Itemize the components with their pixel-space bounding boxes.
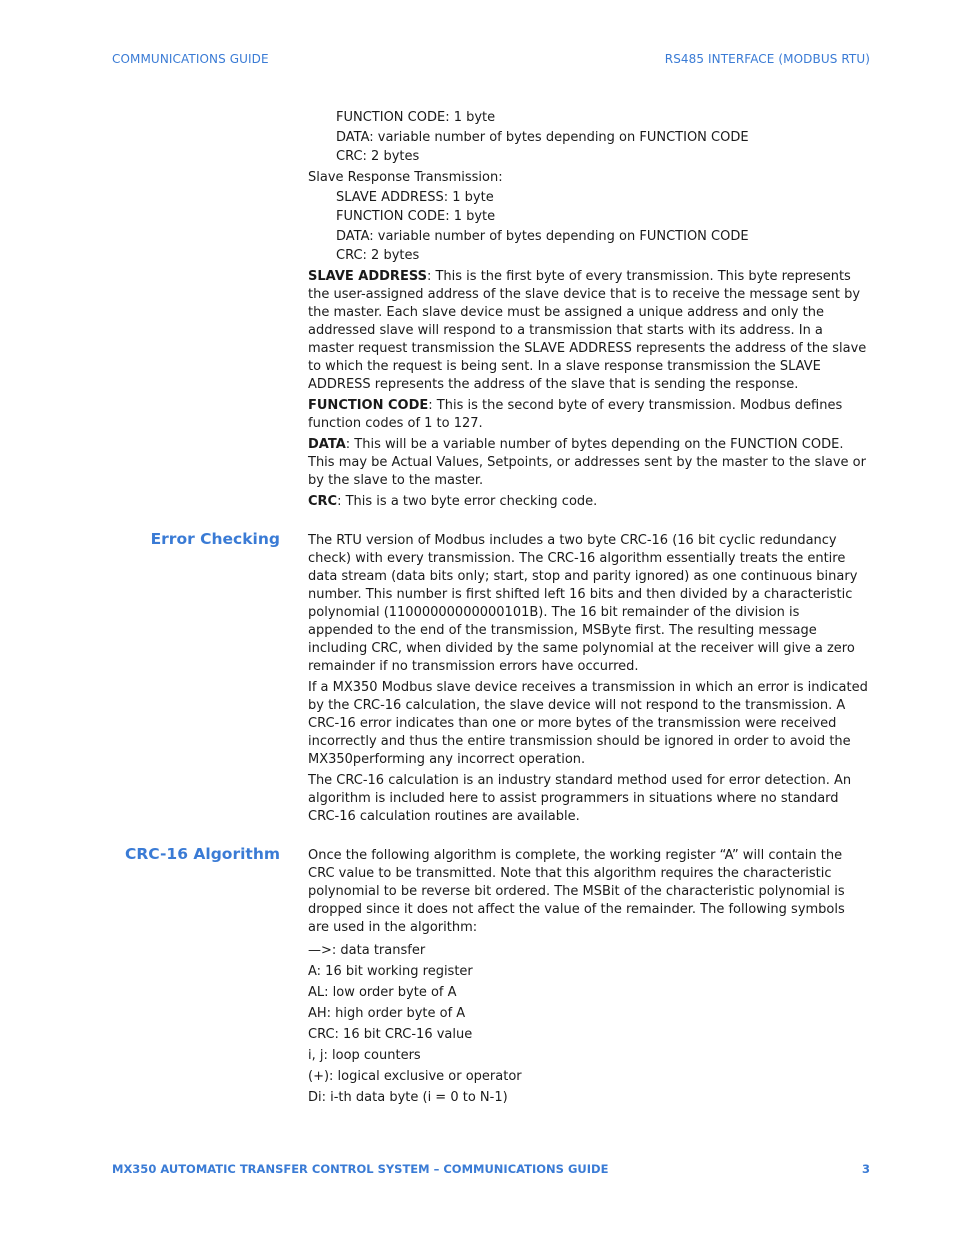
definition-function-code	[308, 397, 868, 433]
definition-text: : This is the second byte of every transmission. Modbus defines function codes of 1 to 127.	[308, 397, 843, 431]
symbol-item: (+): logical exclusive or operator	[308, 1069, 522, 1084]
definition-text: : This is the first byte of every transmission. This byte represents the user-assigned address of the slave device that is to receive the message sent by the master. Each slave device must be assigned a unique address and only the addressed slave will respond to a transmission that starts with its address. In a master request transmission the SLAVE ADDRESS represents the address of the slave to which the request is being sent. In a slave response transmission the SLAVE ADDRESS represents the address of the slave that is sending the response.	[308, 268, 867, 392]
slave-line: FUNCTION CODE: 1 byte	[336, 209, 496, 224]
definition-term: FUNCTION CODE	[308, 397, 429, 413]
running-header-right: RS485 INTERFACE (MODBUS RTU)	[664, 52, 870, 66]
footer-title: MX350 AUTOMATIC TRANSFER CONTROL SYSTEM – COMMUNICATIONS GUIDE	[112, 1162, 609, 1176]
definition-slave-address	[308, 268, 868, 394]
definition-text: : This will be a variable number of bytes depending on the FUNCTION CODE. This may be Actual Values, Setpoints, or addresses sent by the master to the slave or by the slave to the master.	[308, 436, 866, 488]
slave-line: CRC: 2 bytes	[336, 248, 420, 263]
crc-algorithm-section	[308, 847, 868, 1108]
page-number: 3	[861, 1162, 870, 1176]
definition-crc	[308, 493, 868, 511]
master-line: CRC: 2 bytes	[336, 149, 420, 164]
slave-line: DATA: variable number of bytes depending on FUNCTION CODE	[336, 228, 749, 244]
slave-response-heading: Slave Response Transmission:	[308, 169, 503, 185]
symbol-item: A: 16 bit working register	[308, 964, 473, 979]
running-header-left: COMMUNICATIONS GUIDE	[112, 52, 269, 66]
error-checking-paragraph: The RTU version of Modbus includes a two byte CRC-16 (16 bit cyclic redundancy check) with every transmission. The CRC-16 algorithm essentially treats the entire data stream (data bits only; start, stop and parity ignored) as one continuous binary number. This number is first shifted left 16 bits and then divided by a characteristic polynomial (11000000000000101B). The 16 bit remainder of the division is appended to the end of the transmission, MSByte first. The resulting message including CRC, when divided by the same polynomial at the receiver will give a zero remainder if no transmission errors have occurred.	[308, 533, 858, 674]
crc-algorithm-intro: Once the following algorithm is complete, the working register “A” will contain the CRC value to be transmitted. Note that this algorithm requires the characteristic polynomial to be reverse bit ordered. The MSBit of the characteristic polynomial is dropped since it does not affect the value of the remainder. The following symbols are used in the algorithm:	[308, 848, 845, 935]
symbol-item: AH: high order byte of A	[308, 1006, 466, 1021]
symbol-item: CRC: 16 bit CRC-16 value	[308, 1027, 473, 1042]
definition-data	[308, 436, 868, 490]
symbol-item: AL: low order byte of A	[308, 985, 457, 1000]
symbol-item: Di: i-th data byte (i = 0 to N-1)	[308, 1090, 508, 1105]
error-checking-paragraph: If a MX350 Modbus slave device receives a transmission in which an error is indicated by the CRC-16 calculation, the slave device will not respond to the transmission. A CRC-16 error indicates than one or more bytes of the transmission were received incorrectly and thus the entire transmission should be ignored in order to avoid the MX350performing any incorrect operation.	[308, 680, 868, 767]
definition-term: DATA	[308, 436, 346, 452]
master-line: DATA: variable number of bytes depending on FUNCTION CODE	[336, 129, 749, 145]
top-block	[308, 108, 868, 514]
definition-text: : This is a two byte error checking code.	[337, 493, 598, 509]
slave-line: SLAVE ADDRESS: 1 byte	[336, 189, 494, 205]
error-checking-paragraph: The CRC-16 calculation is an industry standard method used for error detection. An algorithm is included here to assist programmers in situations where no standard CRC-16 calculation routines are available.	[308, 773, 852, 824]
master-line: FUNCTION CODE: 1 byte	[336, 110, 496, 125]
symbol-item: i, j: loop counters	[308, 1048, 421, 1063]
section-heading-crc16-algorithm: CRC-16 Algorithm	[124, 845, 280, 863]
definition-term: CRC	[308, 493, 338, 509]
error-checking-section	[308, 532, 868, 829]
section-heading-error-checking: Error Checking	[150, 530, 280, 548]
symbol-item: —>: data transfer	[308, 943, 426, 958]
definition-term: SLAVE ADDRESS	[308, 268, 427, 284]
